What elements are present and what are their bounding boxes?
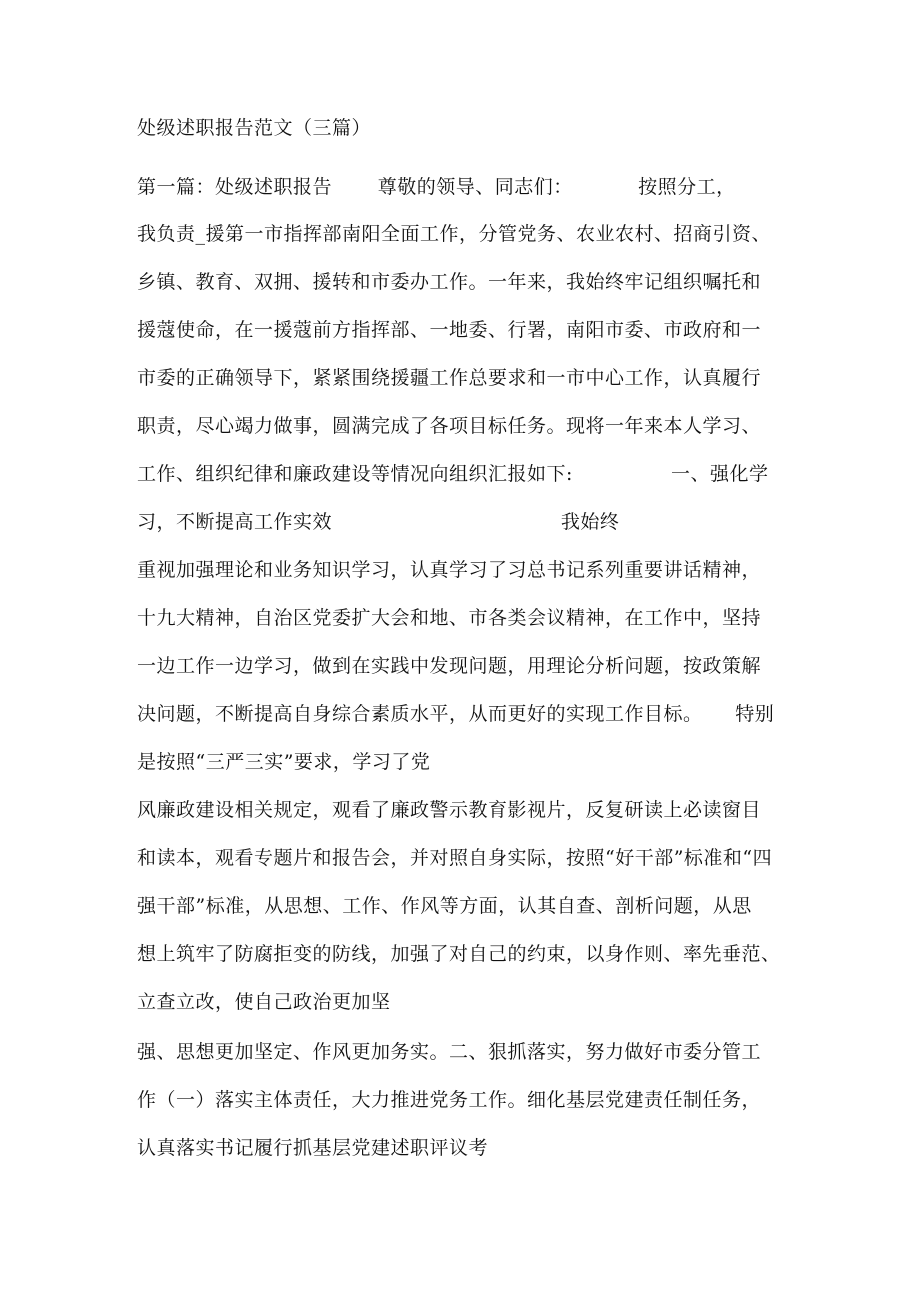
body-line: 立查立改，使自己政治更加坚: [137, 991, 391, 1013]
body-line: 决问题，不断提高自身综合素质水平，从而更好的实现工作目标。 特别: [137, 703, 775, 725]
body-line: 和读本，观看专题片和报告会，并对照自身实际，按照“好干部”标准和“四: [137, 847, 773, 869]
body-line: 认真落实书记履行抓基层党建述职评议考: [137, 1137, 489, 1159]
body-line: 第一篇：处级述职报告 尊敬的领导、同志们： 按照分工，: [137, 176, 736, 198]
body-line: 十九大精神，自治区党委扩大会和地、市各类会议精神，在工作中，坚持: [137, 607, 762, 629]
body-line: 工作、组织纪律和廉政建设等情况向组织汇报如下: 一、强化学: [137, 463, 769, 485]
body-line: 作（一）落实主体责任，大力推进党务工作。细化基层党建责任制任务，: [137, 1089, 762, 1111]
document-title: 处级述职报告范文（三篇）: [137, 117, 372, 139]
body-line: 风廉政建设相关规定，观看了廉政警示教育影视片，反复研读上必读窗目: [137, 799, 762, 821]
body-line: 重视加强理论和业务知识学习，认真学习了习总书记系列重要讲话精神，: [137, 559, 762, 581]
body-line: 职责，尽心竭力做事，圆满完成了各项目标任务。现将一年来本人学习、: [137, 415, 762, 437]
body-line: 援蔻使命，在一援蔻前方指挥部、一地委、行署，南阳市委、市政府和一: [137, 319, 762, 341]
body-line: 一边工作一边学习，做到在实践中发现问题，用理论分析问题，按政策解: [137, 655, 762, 677]
body-line: 乡镇、教育、双拥、援转和市委办工作。一年来，我始终牢记组织嘱托和: [137, 271, 762, 293]
body-line: 习，不断提高工作实效 我始终: [137, 511, 620, 533]
body-line: 强干部”标准，从思想、工作、作风等方面，认其自查、剖析问题，从思: [137, 895, 752, 917]
body-line: 是按照“三严三实”要求，学习了党: [137, 751, 431, 773]
body-line: 市委的正确领导下，紧紧围绕援疆工作总要求和一市中心工作，认真履行: [137, 367, 762, 389]
body-line: 想上筑牢了防腐拒变的防线，加强了对自己的约束，以身作则、率先垂范、: [137, 943, 781, 965]
body-line: 强、思想更加坚定、作风更加务实。二、狠抓落实，努力做好市委分管工: [137, 1041, 762, 1063]
body-line: 我负责_援第一市指挥部南阳全面工作，分管党务、农业农村、招商引资、: [137, 223, 772, 245]
